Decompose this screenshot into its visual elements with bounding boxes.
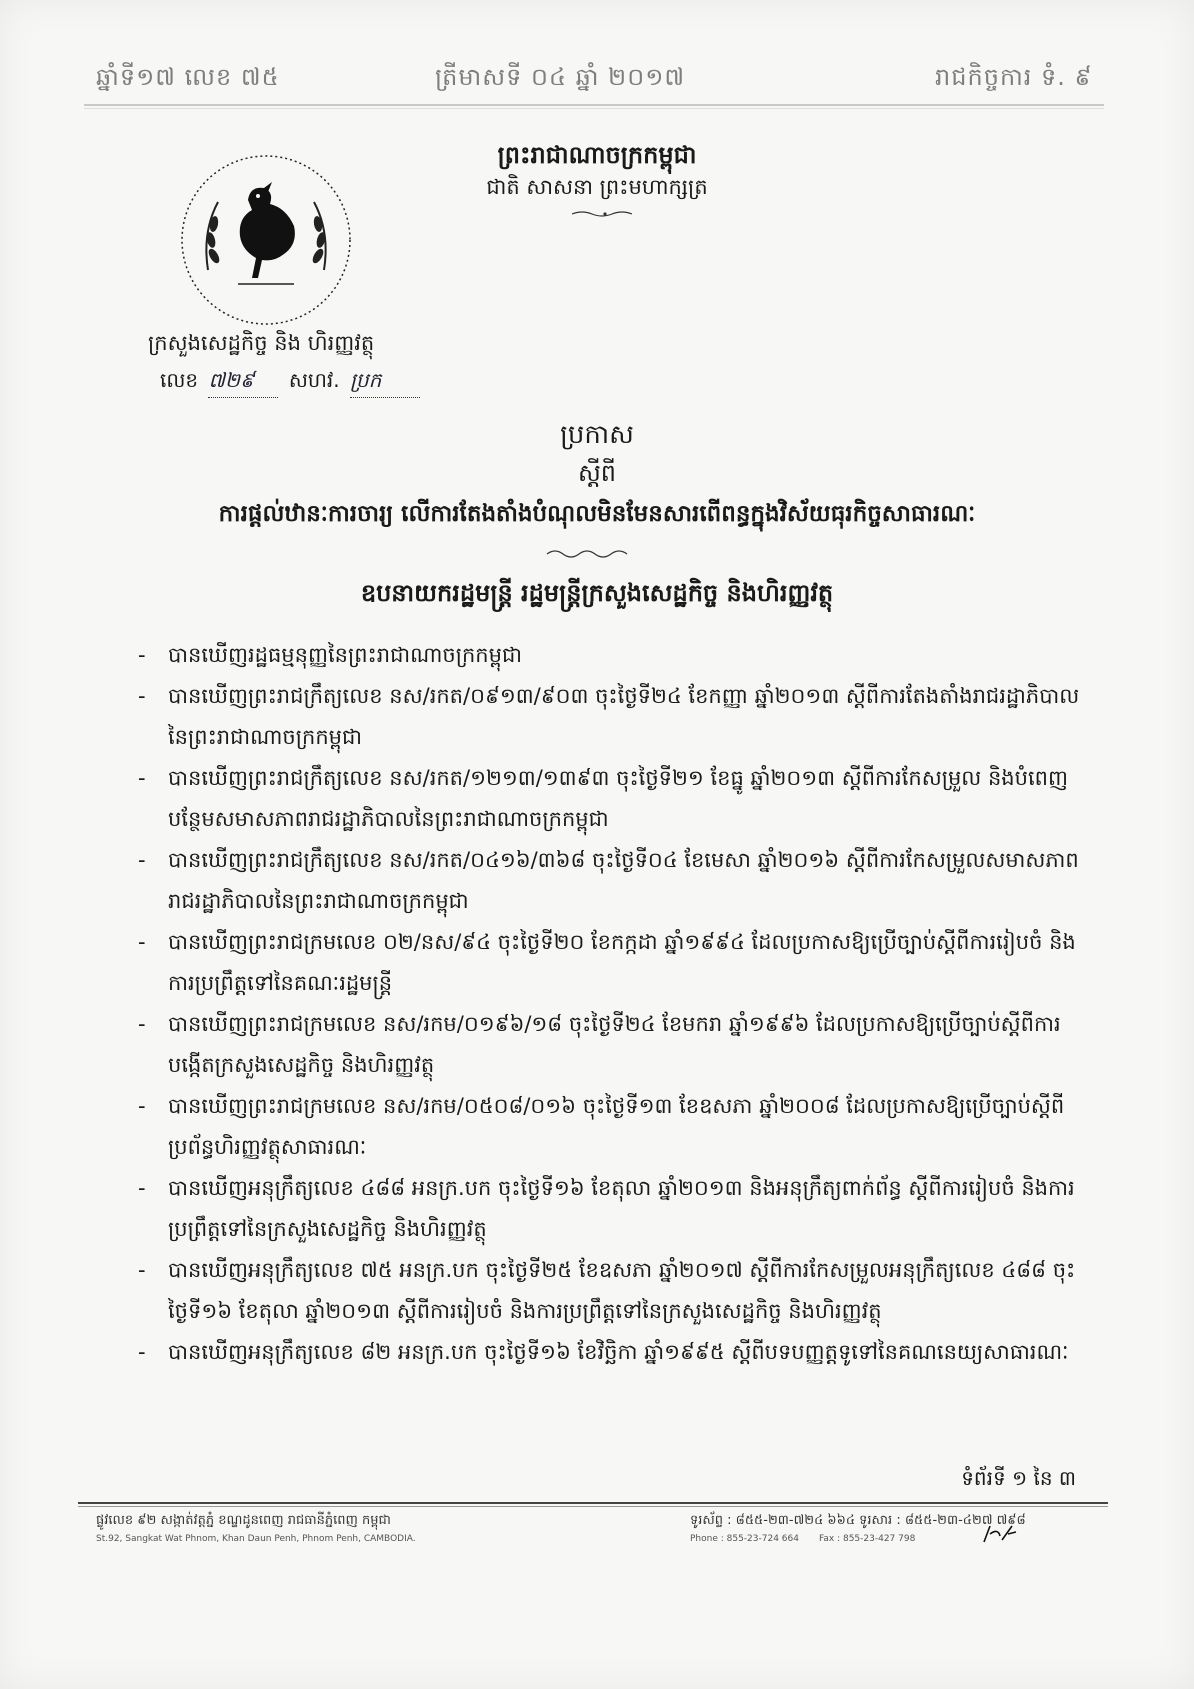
address-english: St.92, Sangkat Wat Phnom, Khan Daun Penh, Phnom Penh, CAMBODIA. <box>96 1534 416 1544</box>
list-item: - បានឃើញអនុក្រឹត្យលេខ ៤៨៨ អនក្រ.បក ចុះថ្ងៃទី១៦ ខែតុលា ឆ្នាំ២០១៣ និងអនុក្រឹត្យពាក់ព័ន្ធ ស្តីពីការរៀបចំ និងការប្រព្រឹត្តទៅនៃក្រសួងសេដ្ឋកិច្ច និងហិរញ្ញវត្ថុ <box>138 1168 1098 1250</box>
gazette-header-left: ឆ្នាំទី១៧ លេខ ៧៥ <box>96 63 280 91</box>
header-rule-faint <box>84 108 1104 109</box>
phone-fax-english <box>690 1530 1026 1548</box>
motto-ornament <box>570 210 640 218</box>
list-item: - បានឃើញព្រះរាជក្រមលេខ នស/រកម/០៥០៨/០១៦ ចុះថ្ងៃទី១៣ ខែឧសភា ឆ្នាំ២០០៨ ដែលប្រកាសឱ្យប្រើច្បាប់ស្តីពីប្រព័ន្ធហិរញ្ញវត្ថុសាធារណៈ <box>138 1086 1098 1168</box>
kingdom-motto: ជាតិ សាសនា ព្រះមហាក្សត្រ <box>486 175 708 199</box>
ministry-name: ក្រសួងសេដ្ឋកិច្ច និង ហិរញ្ញវត្ថុ <box>148 331 375 355</box>
list-item: - បានឃើញព្រះរាជក្រឹត្យលេខ នស/រកត/០៩១៣/៩០៣ ចុះថ្ងៃទី២៤ ខែកញ្ញា ឆ្នាំ២០១៣ ស្តីពីការតែងតាំងរាជរដ្ឋាភិបាលនៃព្រះរាជាណាចក្រកម្ពុជា <box>138 676 1098 758</box>
list-item: - បានឃើញព្រះរាជក្រមលេខ នស/រកម/០១៩៦/១៨ ចុះថ្ងៃទី២៤ ខែមករា ឆ្នាំ១៩៩៦ ដែលប្រកាសឱ្យប្រើច្បាប់ស្តីពីការបង្កើតក្រសួងសេដ្ឋកិច្ច និងហិរញ្ញវត្ថុ <box>138 1004 1098 1086</box>
footer-address <box>96 1512 416 1548</box>
list-item: - បានឃើញរដ្ឋធម្មនុញ្ញនៃព្រះរាជាណាចក្រកម្ពុជា <box>138 635 1098 676</box>
title-ornament <box>545 548 635 560</box>
document-about: ស្តីពី <box>577 459 617 487</box>
footer-contact <box>690 1512 1026 1548</box>
fax-english: Fax : 855-23-427 798 <box>819 1534 916 1544</box>
gazette-header-right: រាជកិច្ចការ ទំ. ៩ <box>935 63 1093 91</box>
document-number-prefix: លេខ <box>160 368 199 392</box>
gazette-header-center: ត្រីមាសទី ០៤ ឆ្នាំ ២០១៧ <box>435 63 686 91</box>
list-item: - បានឃើញព្រះរាជក្រឹត្យលេខ នស/រកត/១២១៣/១៣៩៣ ចុះថ្ងៃទី២១ ខែធ្នូ ឆ្នាំ២០១៣ ស្តីពីការកែសម្រួល និងបំពេញបន្ថែមសមាសភាពរាជរដ្ឋាភិបាលនៃព្រះរាជាណាចក្រកម្ពុជា <box>138 758 1098 840</box>
document-number <box>160 367 424 398</box>
phone-english: Phone : 855-23-724 664 <box>690 1534 799 1544</box>
footer-rule-thin <box>78 1506 1108 1507</box>
document-number-suffix: សហវ. <box>288 368 340 392</box>
list-item: - បានឃើញព្រះរាជក្រមលេខ ០២/នស/៩៤ ចុះថ្ងៃទី២០ ខែកក្កដា ឆ្នាំ១៩៩៤ ដែលប្រកាសឱ្យប្រើច្បាប់ស្តីពីការរៀបចំ និងការប្រព្រឹត្តទៅនៃគណៈរដ្ឋមន្ត្រី <box>138 922 1098 1004</box>
address-khmer: ផ្លូវលេខ ៩២ សង្កាត់វត្តភ្នំ ខណ្ឌដូនពេញ រាជធានីភ្នំពេញ កម្ពុជា <box>96 1513 391 1528</box>
footer-rule <box>78 1502 1108 1504</box>
kingdom-title: ព្រះរាជាណាចក្រកម្ពុជា <box>497 141 697 169</box>
list-item: - បានឃើញព្រះរាជក្រឹត្យលេខ នស/រកត/០៤១៦/៣៦៨ ចុះថ្ងៃទី០៤ ខែមេសា ឆ្នាំ២០១៦ ស្តីពីការកែសម្រួលសមាសភាពរាជរដ្ឋាភិបាលនៃព្រះរាជាណាចក្រកម្ពុជា <box>138 840 1098 922</box>
document-type: ប្រកាស <box>560 420 634 450</box>
considerations-list <box>138 635 1098 1373</box>
phone-khmer: ទូរស័ព្ទ : ៨៥៥-២៣-៧២៤ ៦៦៤ ទូរសារ : ៨៥៥-២៣-៤២៧ ៧៩៨ <box>690 1513 1026 1528</box>
document-number-code: ប្រក <box>350 367 420 398</box>
list-item: - បានឃើញអនុក្រឹត្យលេខ ៧៥ អនក្រ.បក ចុះថ្ងៃទី២៥ ខែឧសភា ឆ្នាំ២០១៧ ស្តីពីការកែសម្រួលអនុក្រឹត្យលេខ ៤៨៨ ចុះថ្ងៃទី១៦ ខែតុលា ឆ្នាំ២០១៣ ស្តីពីការរៀបចំ និងការប្រព្រឹត្តទៅនៃក្រសួងសេដ្ឋកិច្ច និងហិរញ្ញវត្ថុ <box>138 1250 1098 1332</box>
document-subject: ការផ្តល់ឋានៈការចារ្យ លើការតែងតាំងបំណុលមិនមែនសារពើពន្ធក្នុងវិស័យធុរកិច្ចសាធារណៈ <box>218 501 976 527</box>
document-number-value: ៧២៩ <box>208 367 278 398</box>
list-item: - បានឃើញអនុក្រឹត្យលេខ ៨២ អនក្រ.បក ចុះថ្ងៃទី១៦ ខែវិច្ឆិកា ឆ្នាំ១៩៩៥ ស្តីពីបទបញ្ញត្តទូទៅនៃគណនេយ្យសាធារណៈ <box>138 1332 1098 1373</box>
ministry-seal-icon <box>178 152 354 328</box>
header-rule <box>84 104 1104 106</box>
issuing-authority: ឧបនាយករដ្ឋមន្ត្រី រដ្ឋមន្ត្រីក្រសួងសេដ្ឋកិច្ច និងហិរញ្ញវត្ថុ <box>360 579 834 607</box>
handwritten-initials-icon <box>980 1522 1020 1546</box>
page-number: ទំព័រទី ១ នៃ ៣ <box>961 1466 1076 1490</box>
